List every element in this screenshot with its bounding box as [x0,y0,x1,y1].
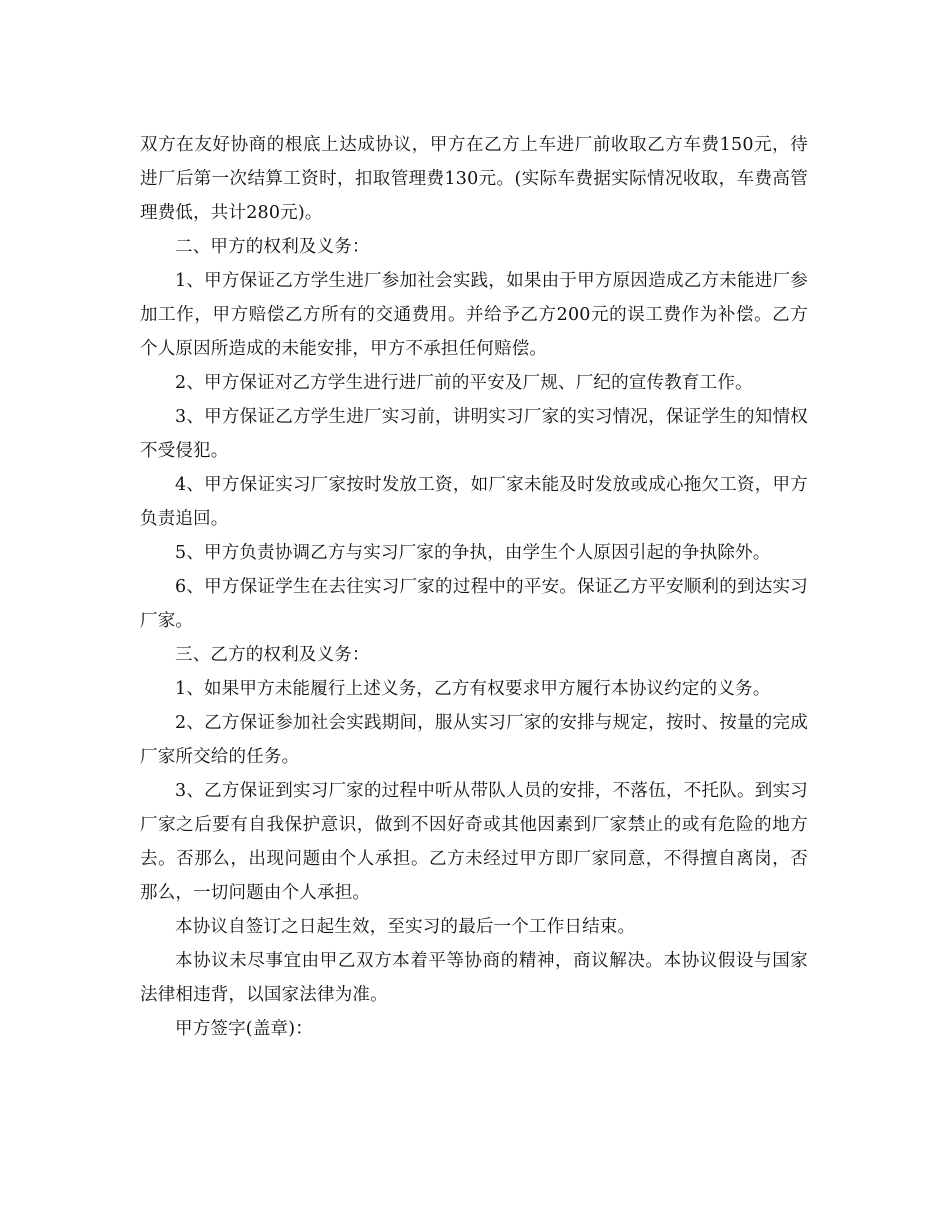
document-body [140,128,808,1046]
clause-a-3: 3、甲方保证乙方学生进厂实习前，讲明实习厂家的实习情况，保证学生的知情权不受侵犯。 [140,407,808,461]
clause-b-2: 2、乙方保证参加社会实践期间，服从实习厂家的安排与规定，按时、按量的完成厂家所交给的任务。 [140,713,808,767]
clause-a-1: 1、甲方保证乙方学生进厂参加社会实践，如果由于甲方原因造成乙方未能进厂参加工作，甲方赔偿乙方所有的交通费用。并给予乙方200元的误工费作为补偿。乙方个人原因所造成的未能安排，甲方不承担任何赔偿。 [140,271,808,359]
paragraph-fee-agreement: 双方在友好协商的根底上达成协议，甲方在乙方上车进厂前收取乙方车费150元，待进厂后第一次结算工资时，扣取管理费130元。(实际车费据实际情况收取，车费高管理费低，共计280元)。 [140,135,808,223]
clause-a-2: 2、甲方保证对乙方学生进行进厂前的平安及厂规、厂纪的宣传教育工作。 [175,373,753,393]
clause-a-5: 5、甲方负责协调乙方与实习厂家的争执，由学生个人原因引起的争执除外。 [175,543,771,563]
clause-b-3: 3、乙方保证到实习厂家的过程中听从带队人员的安排，不落伍，不托队。到实习厂家之后要有自我保护意识，做到不因好奇或其他因素到厂家禁止的或有危险的地方去。否那么，出现问题由个人承担。乙方未经过甲方即厂家同意，不得擅自离岗，否那么，一切问题由个人承担。 [140,781,808,903]
unresolved-matters-clause: 本协议未尽事宜由甲乙双方本着平等协商的精神，商议解决。本协议假设与国家法律相违背，以国家法律为准。 [140,951,808,1005]
clause-a-4: 4、甲方保证实习厂家按时发放工资，如厂家未能及时发放或成心拖欠工资，甲方负责追回。 [140,475,808,529]
effective-date-clause: 本协议自签订之日起生效，至实习的最后一个工作日结束。 [175,917,636,937]
section-heading-party-b: 三、乙方的权利及义务： [175,645,370,665]
clause-a-6: 6、甲方保证学生在去往实习厂家的过程中的平安。保证乙方平安顺利的到达实习厂家。 [140,577,808,631]
section-heading-party-a: 二、甲方的权利及义务： [175,237,370,257]
clause-b-1: 1、如果甲方未能履行上述义务，乙方有权要求甲方履行本协议约定的义务。 [175,679,771,699]
party-a-signature-line: 甲方签字(盖章)： [175,1019,313,1039]
